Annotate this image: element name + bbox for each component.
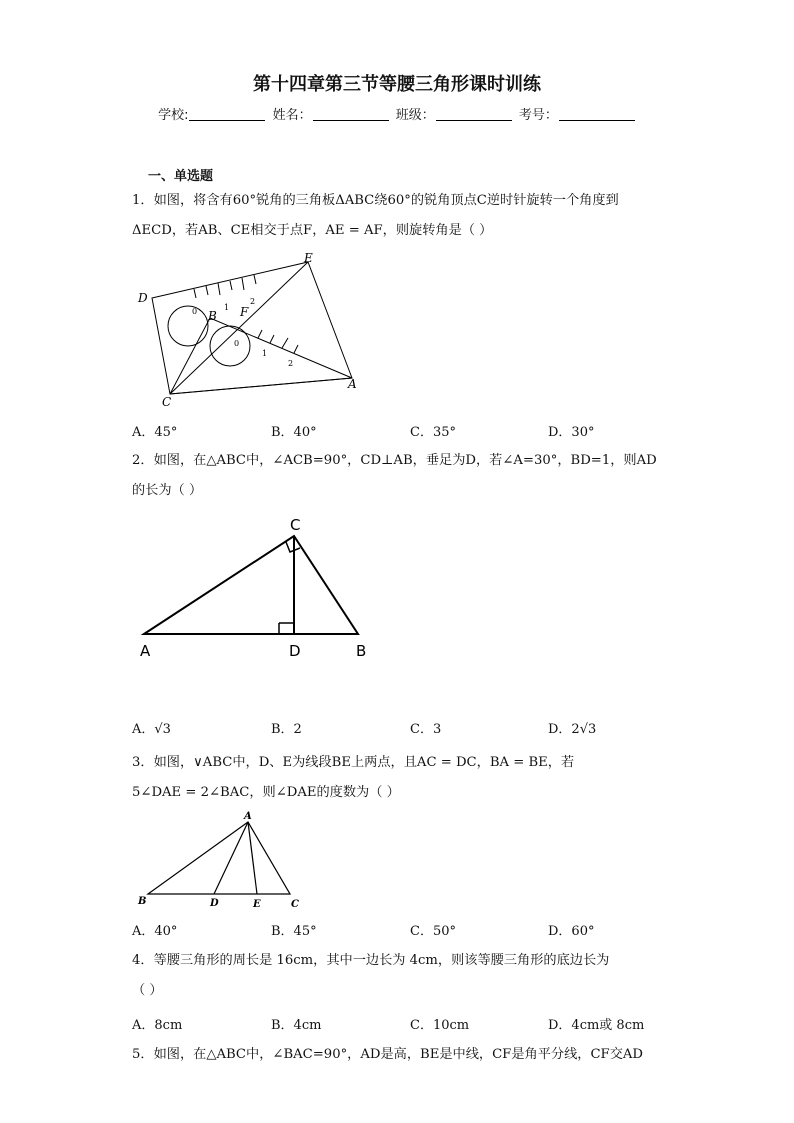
question-3 <box>132 748 662 808</box>
figure-q3 <box>130 808 310 912</box>
question-4-line-2: （ ） <box>132 983 163 998</box>
exam-no-label: 考号： <box>518 108 558 123</box>
question-1-line-1: 1．如图，将含有60°锐角的三角板ΔABC绕60°的锐角顶点C逆时针旋转一个角度到 <box>132 193 619 208</box>
fig1-tick-2a: 2 <box>250 297 256 306</box>
fig3-line-ad <box>214 822 248 894</box>
question-2 <box>132 446 662 506</box>
class-label: 班级： <box>395 108 435 123</box>
exam-no-blank[interactable] <box>559 108 635 121</box>
question-4-options <box>132 1014 692 1034</box>
fig1-tick-2b: 2 <box>288 359 294 368</box>
question-1-line-2: ΔECD，若AB、CE相交于点F，AE = AF，则旋转角是（ ） <box>132 223 493 238</box>
q3-option-b[interactable]: B．45° <box>271 924 317 939</box>
fig3-label-d: D <box>210 898 219 909</box>
fig1-label-e: E <box>304 251 313 265</box>
fig1-label-f: F <box>240 305 249 319</box>
question-3-line-1: 3．如图，∨ABC中，D、E为线段BE上两点，且AC = DC，BA = BE，若 <box>132 755 575 770</box>
fig1-triangle-ecd <box>152 262 352 394</box>
fig2-label-a: A <box>140 642 151 660</box>
student-info-line <box>0 104 794 123</box>
fig2-label-d: D <box>289 642 301 660</box>
question-2-options <box>132 718 692 738</box>
school-blank[interactable] <box>189 108 265 121</box>
q1-option-b[interactable]: B．40° <box>271 425 317 440</box>
figure-q2 <box>130 512 380 667</box>
q4-option-d[interactable]: D．4cm或 8cm <box>548 1018 645 1033</box>
fig2-label-b: B <box>356 642 367 660</box>
fig1-tick-0a: 0 <box>192 307 198 316</box>
school-label: 学校: <box>158 108 189 123</box>
question-3-options <box>132 920 692 940</box>
question-3-line-2: 5∠DAE = 2∠BAC，则∠DAE的度数为（ ） <box>132 785 400 800</box>
q1-option-a[interactable]: A．45° <box>132 425 178 440</box>
q4-option-a[interactable]: A．8cm <box>132 1018 183 1033</box>
fig2-label-c: C <box>290 516 301 534</box>
fig1-label-d: D <box>138 291 148 305</box>
q4-option-b[interactable]: B．4cm <box>271 1018 322 1033</box>
fig1-triangle-abc <box>170 318 352 394</box>
question-2-line-1: 2．如图，在△ABC中，∠ACB=90°，CD⊥AB，垂足为D，若∠A=30°，BD=1，则AD <box>132 453 657 468</box>
question-2-line-2: 的长为（ ） <box>132 483 203 498</box>
fig1-line-ca <box>170 378 352 394</box>
fig1-label-b: B <box>208 309 217 323</box>
fig1-tick-1b: 1 <box>262 349 268 358</box>
q2-option-c[interactable]: C．3 <box>410 722 442 737</box>
q2-option-d[interactable]: D．2√3 <box>548 722 597 737</box>
question-5-line-1: 5．如图，在△ABC中，∠BAC=90°，AD是高，BE是中线，CF是角平分线，CF交AD <box>132 1047 643 1062</box>
name-blank[interactable] <box>313 108 389 121</box>
fig3-label-c: C <box>291 899 299 910</box>
question-1-options <box>132 421 692 441</box>
fig3-line-ae <box>248 822 257 894</box>
q2-option-a[interactable]: A．√3 <box>132 722 171 737</box>
fig2-triangle-abc <box>144 536 358 634</box>
fig1-circle-right <box>210 326 250 366</box>
fig3-label-a: A <box>244 811 252 822</box>
q3-option-c[interactable]: C．50° <box>410 924 456 939</box>
figure-q1 <box>130 248 370 408</box>
fig1-tick-0b: 0 <box>234 339 240 348</box>
q1-option-c[interactable]: C．35° <box>410 425 456 440</box>
q2-option-b[interactable]: B．2 <box>271 722 302 737</box>
question-4 <box>132 946 662 1006</box>
fig1-label-a: A <box>348 377 357 391</box>
q1-option-d[interactable]: D．30° <box>548 425 595 440</box>
section-title: 一、单选题 <box>148 169 214 184</box>
class-blank[interactable] <box>436 108 512 121</box>
q3-option-a[interactable]: A．40° <box>132 924 178 939</box>
page-title: 第十四章第三节等腰三角形课时训练 <box>253 74 541 95</box>
fig3-label-e: E <box>253 899 261 910</box>
q4-option-c[interactable]: C．10cm <box>410 1018 470 1033</box>
q3-option-d[interactable]: D．60° <box>548 924 595 939</box>
question-1 <box>132 186 662 246</box>
name-label: 姓名： <box>272 108 312 123</box>
question-5 <box>132 1040 662 1070</box>
fig1-circle-left <box>168 306 208 346</box>
fig1-label-c: C <box>162 395 172 408</box>
fig3-label-b: B <box>138 896 147 907</box>
question-4-line-1: 4．等腰三角形的周长是 16cm，其中一边长为 4cm，则该等腰三角形的底边长为 <box>132 953 610 968</box>
fig1-tick-1a: 1 <box>224 303 230 312</box>
